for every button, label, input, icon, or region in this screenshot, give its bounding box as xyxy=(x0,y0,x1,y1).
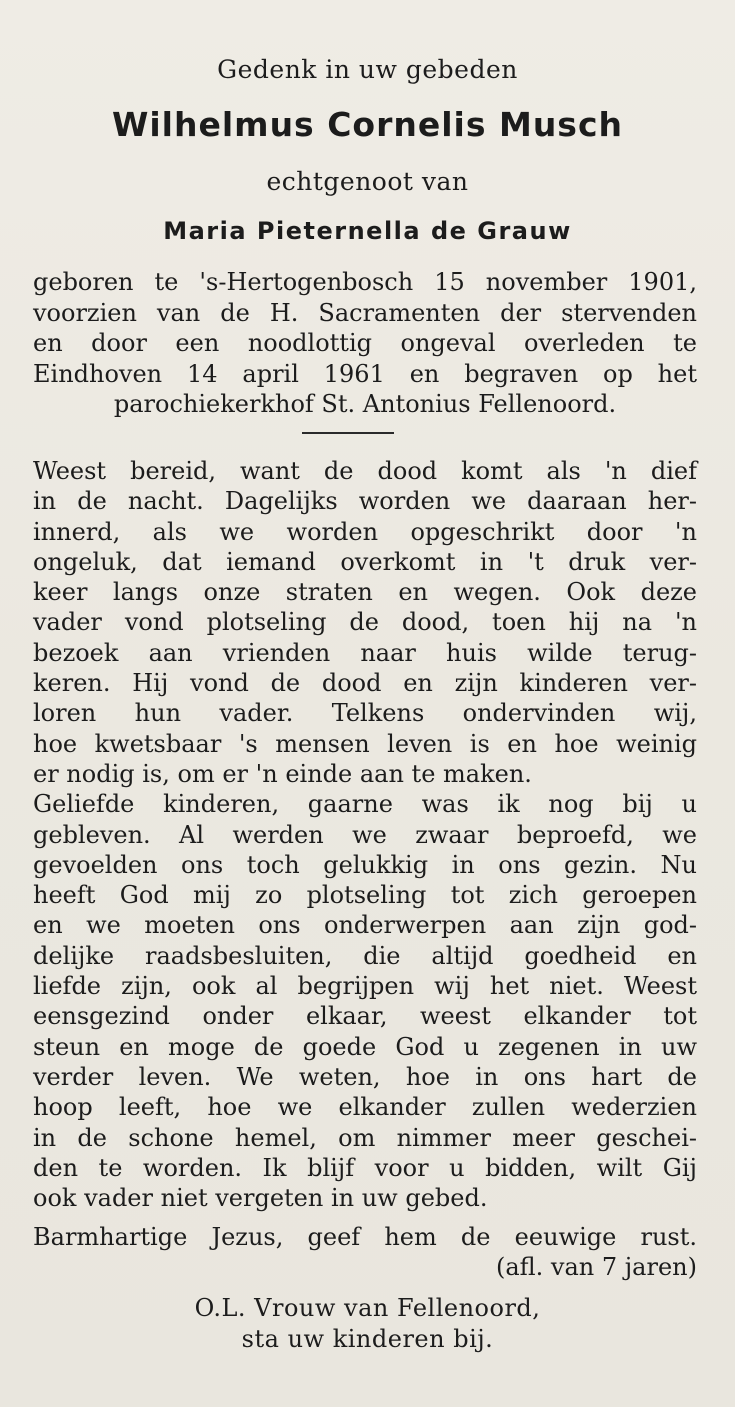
body-line: steun en moge de goede God u zegenen in uw xyxy=(33,1032,697,1061)
body-line: liefde zijn, ook al begrijpen wij het niet. Weest xyxy=(33,972,697,1001)
body-line: bezoek aan vrienden naar huis wilde terug- xyxy=(33,638,697,667)
body-line: gevoelden ons toch gelukkig in ons gezin. Nu xyxy=(33,850,697,879)
relation-text: echtgenoot van xyxy=(266,167,469,196)
invocation-line-2: sta uw kinderen bij. xyxy=(241,1325,494,1353)
body-line: delijke raadsbesluiten, die altijd goedheid en xyxy=(33,941,697,970)
body-line: er nodig is, om er 'n einde aan te maken. xyxy=(33,759,532,788)
bio-line: en door een noodlottig ongeval overleden te xyxy=(33,329,697,357)
body-line: keer langs onze straten en wegen. Ook deze xyxy=(33,578,697,607)
body-line: en we moeten ons onderwerpen aan zijn god- xyxy=(33,911,697,940)
body-line: heeft God mij zo plotseling tot zich geroepen xyxy=(33,881,697,910)
body-line: keren. Hij vond de dood en zijn kinderen ver- xyxy=(33,669,697,698)
biography xyxy=(33,267,697,420)
body-text xyxy=(33,456,697,1213)
indulgence-note: (afl. van 7 jaren) xyxy=(495,1253,697,1281)
body-line: den te worden. Ik blijf voor u bidden, wilt Gij xyxy=(33,1153,697,1182)
closing-line: Barmhartige Jezus, geef hem de eeuwige rust. xyxy=(33,1223,697,1251)
bio-line: Eindhoven 14 april 1961 en begraven op het xyxy=(33,359,697,388)
body-line: vader vond plotseling de dood, toen hij na 'n xyxy=(33,608,697,637)
invocation-line-1: O.L. Vrouw van Fellenoord, xyxy=(194,1294,541,1322)
body-line: Geliefde kinderen, gaarne was ik nog bij u xyxy=(33,790,697,819)
closing-prayer xyxy=(33,1222,697,1282)
body-line: in de schone hemel, om nimmer meer geschei- xyxy=(33,1123,697,1152)
body-line: hoe kwetsbaar 's mensen leven is en hoe weinig xyxy=(33,729,697,758)
body-line: innerd, als we worden opgeschrikt door 'n xyxy=(33,517,697,546)
body-line: ongeluk, dat iemand overkomt in 't druk ver- xyxy=(33,547,697,576)
body-line: loren hun vader. Telkens ondervinden wij, xyxy=(33,699,697,728)
bio-line: voorzien van de H. Sacramenten der stervenden xyxy=(33,298,697,327)
body-line: in de nacht. Dagelijks worden we daaraan her- xyxy=(33,487,697,516)
divider-line xyxy=(302,432,394,434)
body-line: Weest bereid, want de dood komt als 'n dief xyxy=(33,457,697,485)
spouse-name: Maria Pieternella de Grauw xyxy=(163,217,572,245)
body-line: verder leven. We weten, hoe in ons hart de xyxy=(33,1062,697,1091)
deceased-name: Wilhelmus Cornelis Musch xyxy=(111,105,624,144)
intro-text: Gedenk in uw gebeden xyxy=(217,55,518,84)
body-line: eensgezind onder elkaar, weest elkander tot xyxy=(33,1002,697,1031)
body-line: hoop leeft, hoe we elkander zullen wederzien xyxy=(33,1093,697,1122)
body-line: gebleven. Al werden we zwaar beproefd, we xyxy=(33,820,697,849)
bio-line: parochiekerkhof St. Antonius Fellenoord. xyxy=(113,390,617,418)
body-line: ook vader niet vergeten in uw gebed. xyxy=(33,1184,488,1213)
bio-line: geboren te 's-Hertogenbosch 15 november 1901, xyxy=(33,268,697,296)
